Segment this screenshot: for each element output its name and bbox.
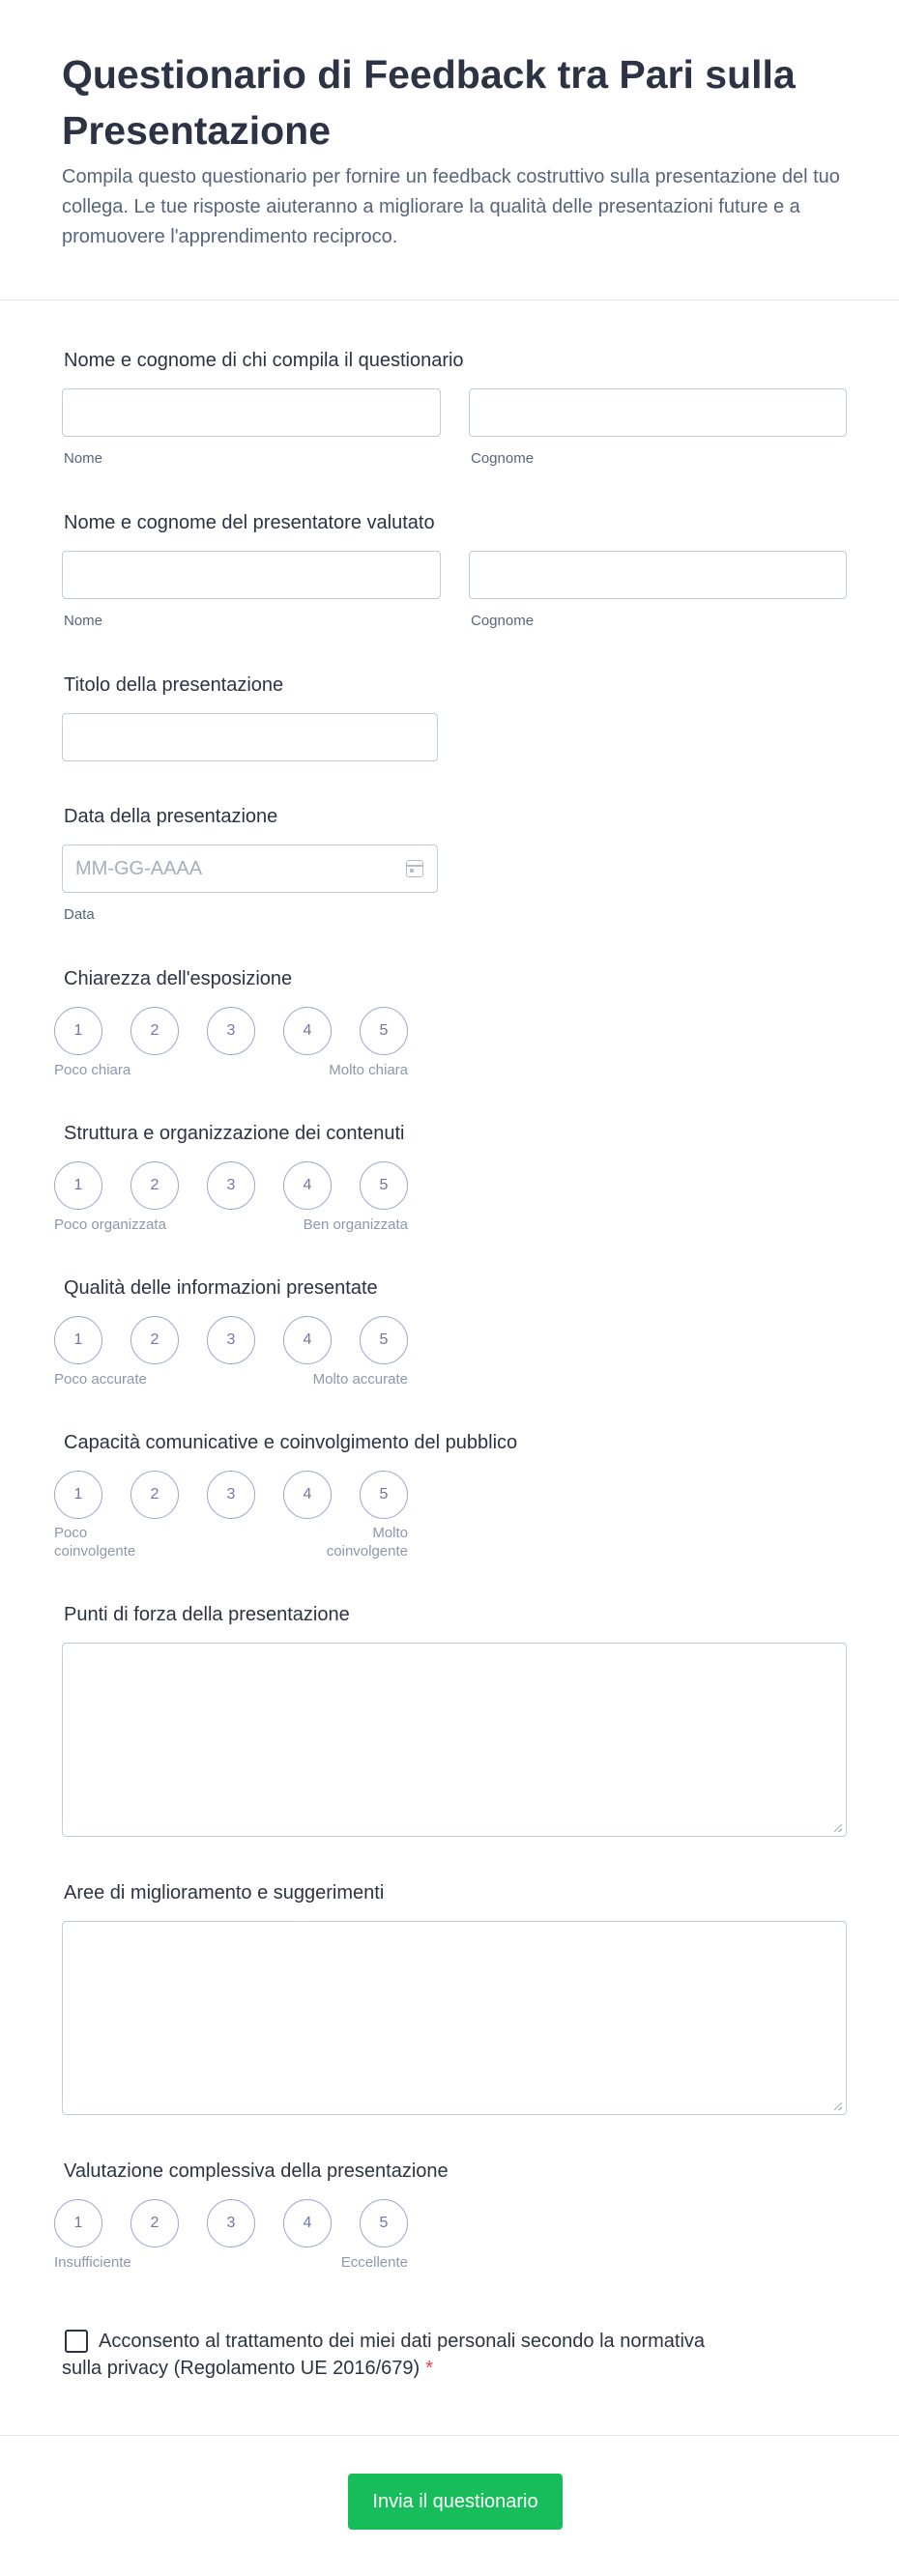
rating-clarity-option-5[interactable]: 5 (360, 1007, 408, 1055)
presenter-first-name-sublabel: Nome (64, 613, 103, 629)
strengths-label: Punti di forza della presentazione (64, 1604, 350, 1625)
form-title: Questionario di Feedback tra Pari sulla Presentazione (62, 52, 796, 153)
reviewer-first-name-input[interactable] (62, 388, 441, 437)
rating-quality-label: Qualità delle informazioni presentate (64, 1277, 378, 1299)
resize-handle-icon[interactable] (834, 2103, 842, 2110)
overall-rating-option-2[interactable]: 2 (130, 2199, 179, 2247)
presentation-date-sublabel: Data (64, 906, 95, 923)
rating-communication-option-2[interactable]: 2 (130, 1471, 179, 1519)
rating-communication-option-4[interactable]: 4 (283, 1471, 332, 1519)
presenter-last-name-input[interactable] (469, 551, 847, 599)
overall-rating-low-label: Insufficiente (54, 2254, 131, 2271)
presentation-date-input[interactable] (62, 844, 438, 893)
rating-structure-option-4[interactable]: 4 (283, 1161, 332, 1210)
rating-communication-high-label: Molto coinvolgente (326, 1525, 408, 1560)
reviewer-last-name-input[interactable] (469, 388, 847, 437)
overall-rating-label: Valutazione complessiva della presentazione (64, 2161, 449, 2182)
rating-quality-option-2[interactable]: 2 (130, 1316, 179, 1364)
rating-structure-option-3[interactable]: 3 (207, 1161, 255, 1210)
reviewer-first-name-sublabel: Nome (64, 450, 103, 467)
rating-quality-option-4[interactable]: 4 (283, 1316, 332, 1364)
rating-structure-option-5[interactable]: 5 (360, 1161, 408, 1210)
reviewer-name-label: Nome e cognome di chi compila il questionario (64, 350, 464, 371)
strengths-textarea[interactable] (62, 1643, 847, 1837)
rating-communication-option-1[interactable]: 1 (54, 1471, 102, 1519)
rating-quality-option-1[interactable]: 1 (54, 1316, 102, 1364)
rating-communication-option-5[interactable]: 5 (360, 1471, 408, 1519)
resize-handle-icon[interactable] (834, 1824, 842, 1832)
rating-structure-label: Struttura e organizzazione dei contenuti (64, 1123, 405, 1144)
overall-rating-option-3[interactable]: 3 (207, 2199, 255, 2247)
consent-text-line1: Acconsento al trattamento dei miei dati personali secondo la normativa (99, 2331, 706, 2352)
rating-quality-low-label: Poco accurate (54, 1371, 147, 1388)
reviewer-last-name-sublabel: Cognome (471, 450, 535, 467)
presenter-first-name-input[interactable] (62, 551, 441, 599)
presentation-date-label: Data della presentazione (64, 806, 278, 827)
rating-communication-low-label: Poco coinvolgente (54, 1525, 136, 1560)
overall-rating-option-4[interactable]: 4 (283, 2199, 332, 2247)
rating-structure-low-label: Poco organizzata (54, 1216, 166, 1233)
consent-checkbox[interactable] (65, 2330, 88, 2353)
presentation-title-input[interactable] (62, 713, 438, 761)
improvements-textarea[interactable] (62, 1921, 847, 2115)
overall-rating-option-5[interactable]: 5 (360, 2199, 408, 2247)
calendar-icon[interactable] (406, 860, 423, 877)
submit-button[interactable]: Invia il questionario (348, 2474, 563, 2530)
form-header (62, 46, 845, 252)
overall-rating-high-label: Eccellente (340, 2254, 408, 2271)
date-placeholder: MM-GG-AAAA (75, 858, 203, 879)
rating-structure-option-1[interactable]: 1 (54, 1161, 102, 1210)
rating-clarity-option-1[interactable]: 1 (54, 1007, 102, 1055)
rating-structure-option-2[interactable]: 2 (130, 1161, 179, 1210)
overall-rating-option-1[interactable]: 1 (54, 2199, 102, 2247)
presentation-title-label: Titolo della presentazione (64, 674, 284, 696)
rating-quality-option-3[interactable]: 3 (207, 1316, 255, 1364)
consent-text-line2: sulla privacy (Regolamento UE 2016/679) * (62, 2358, 433, 2379)
rating-structure-high-label: Ben organizzata (303, 1216, 408, 1233)
header-divider (0, 300, 899, 301)
improvements-label: Aree di miglioramento e suggerimenti (64, 1882, 385, 1903)
rating-clarity-high-label: Molto chiara (329, 1062, 408, 1078)
rating-quality-option-5[interactable]: 5 (360, 1316, 408, 1364)
rating-clarity-option-3[interactable]: 3 (207, 1007, 255, 1055)
rating-communication-option-3[interactable]: 3 (207, 1471, 255, 1519)
rating-clarity-low-label: Poco chiara (54, 1062, 131, 1078)
form-description: Compila questo questionario per fornire un feedback costruttivo sulla presentazione del tuo collega. Le tue risposte aiuteranno a migliorare la qualità delle presentazioni future e a promuovere l'apprendimento reciproco. (62, 166, 840, 247)
rating-quality-high-label: Molto accurate (312, 1371, 408, 1388)
required-mark: * (425, 2358, 433, 2379)
rating-clarity-label: Chiarezza dell'esposizione (64, 968, 293, 989)
rating-clarity-option-4[interactable]: 4 (283, 1007, 332, 1055)
presenter-name-label: Nome e cognome del presentatore valutato (64, 512, 435, 533)
rating-communication-label: Capacità comunicative e coinvolgimento del pubblico (64, 1432, 518, 1453)
presenter-last-name-sublabel: Cognome (471, 613, 535, 629)
rating-clarity-option-2[interactable]: 2 (130, 1007, 179, 1055)
footer-divider (0, 2435, 899, 2436)
